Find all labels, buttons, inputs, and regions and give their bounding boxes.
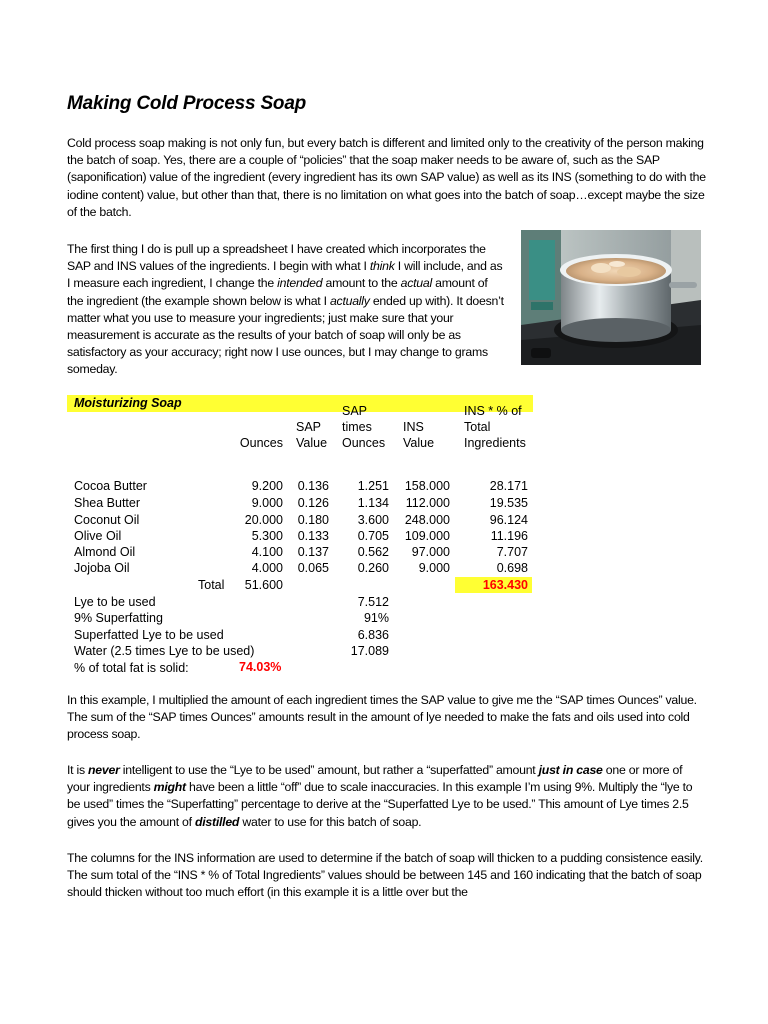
text-run: intelligent to use the “Lye to be used” amount, but rather a “superfatted” amount (119, 763, 539, 777)
italic-run: intended (277, 276, 323, 291)
soap-pot-photo (521, 230, 701, 365)
summary-label: Water (2.5 times Lye to be used) (74, 644, 255, 658)
solid-fat-value: 74.03% (239, 660, 282, 674)
text-run: water to use for this batch of soap. (239, 814, 422, 829)
text-run: amount to the (322, 276, 401, 291)
header-line: INS * % of (464, 404, 522, 418)
summary-value: 17.089 (350, 644, 389, 658)
ingredient-ins-pct: 7.707 (496, 545, 528, 559)
superfatting-paragraph (67, 762, 707, 831)
header-sap-times-ounces (342, 403, 385, 451)
text-run: have been a little “off” due to scale inaccuracies. In this example I’m using 9%. Multiply the “lye to be used” times the “Superfatting” percentage to derive at the “Superfatted Lye to be used.” This amount of Lye times 2.5 gives you the amount of (67, 780, 693, 829)
ingredient-sap: 0.065 (297, 561, 329, 575)
header-line: Ounces (239, 436, 283, 450)
ingredient-sap-times: 1.134 (357, 496, 389, 510)
ingredient-ounces: 4.100 (251, 545, 283, 559)
header-line: SAP (296, 420, 322, 434)
ingredient-ins: 112.000 (405, 496, 450, 510)
ingredient-name: Olive Oil (74, 529, 122, 543)
header-ins-value (403, 419, 434, 451)
ingredient-ins-pct: 0.698 (496, 561, 528, 575)
text-run: amount of the ingredient (the example shown below is what I (67, 276, 488, 308)
header-line: Total (464, 420, 491, 434)
total-ounces: 51.600 (244, 578, 283, 592)
text-run: one or more of your ingredients (67, 763, 683, 795)
ingredient-sap: 0.180 (297, 513, 329, 527)
emphasis-run: just in case (538, 763, 603, 777)
emphasis-run: never (88, 763, 120, 777)
text-run: The first thing I do is pull up a spreadsheet I have created which incorporates the SAP and INS values of the ingredients. I begin with what I (67, 242, 486, 274)
ingredient-name: Almond Oil (74, 545, 136, 559)
ingredient-ounces: 5.300 (251, 529, 283, 543)
header-ins-pct (464, 403, 526, 451)
summary-label: Superfatted Lye to be used (74, 628, 224, 642)
ingredient-ins: 97.000 (411, 545, 450, 559)
summary-value: 91% (363, 611, 389, 625)
ingredient-ins: 109.000 (404, 529, 450, 543)
ingredient-ins-pct: 96.124 (489, 513, 528, 527)
pot-on-stove-icon (521, 230, 701, 365)
ingredient-name: Jojoba Oil (74, 561, 130, 575)
ingredient-sap: 0.136 (297, 479, 329, 493)
text-run: ended up with). It doesn’t matter what you use to measure your ingredients; just make sure that your measurement is accurate as the results of your batch of soap will only be as satisfactory as your accuracy; right now I use ounces, but I may change to grams someday. (67, 293, 504, 377)
summary-value: 7.512 (357, 595, 389, 609)
header-line: Ingredients (464, 436, 526, 450)
ins-explanation-paragraph: The columns for the INS information are used to determine if the batch of soap will thicken to a pudding consistence easily. The sum total of the “INS * % of Total Ingredients” values should be between 145 and 160 indicating that the batch of soap should thicken without too much effort (in this example it is a little over but the (67, 851, 703, 900)
italic-run: actually (329, 293, 370, 308)
total-ins-pct: 163.430 (455, 577, 532, 593)
page-title: Making Cold Process Soap (67, 93, 307, 114)
ingredient-sap: 0.126 (297, 496, 329, 510)
solid-fat-label: % of total fat is solid: (74, 661, 189, 675)
italic-run: think (369, 259, 395, 274)
header-line: Value (403, 436, 435, 450)
header-line: INS (403, 420, 424, 434)
ingredient-ins-pct: 19.535 (489, 496, 528, 510)
ingredient-sap: 0.137 (297, 545, 329, 559)
intro-paragraph: Cold process soap making is not only fun, but every batch is different and limited only to the creativity of the person making the batch of soap. Yes, there are a couple of “policies” that the soap maker needs to be aware of, such as the SAP (saponification) value of the ingredient (every ingredient has its own SAP value) as well as its INS (something to do with the iodine content) value, but other than that, there is no limitation on what goes into the batch of soap…except maybe the size of the batch. (67, 136, 706, 219)
ingredient-sap-times: 0.705 (357, 529, 389, 543)
header-line: times (342, 420, 372, 434)
header-line: Value (296, 436, 328, 450)
text-run: It is (67, 763, 89, 777)
summary-label: Lye to be used (74, 595, 156, 609)
header-line: SAP (342, 404, 368, 418)
ingredient-ins: 248.000 (404, 513, 450, 527)
ingredient-sap-times: 0.260 (357, 561, 389, 575)
ingredient-ounces: 9.200 (251, 479, 283, 493)
summary-value: 6.836 (357, 628, 389, 642)
emphasis-run: might (153, 780, 186, 795)
ingredient-name: Coconut Oil (74, 513, 140, 527)
emphasis-run: distilled (194, 814, 240, 829)
total-label: Total (198, 578, 225, 592)
ingredient-ounces: 20.000 (244, 513, 283, 527)
ingredient-name: Shea Butter (74, 496, 141, 510)
ingredient-name: Cocoa Butter (74, 479, 147, 493)
ingredient-ins: 9.000 (418, 561, 450, 575)
ingredient-sap-times: 0.562 (357, 545, 389, 559)
spreadsheet-title: Moisturizing Soap (67, 395, 533, 412)
summary-label: 9% Superfatting (74, 611, 163, 625)
header-sap-value (296, 419, 327, 451)
italic-run: actual (400, 276, 432, 291)
ingredient-ins-pct: 28.171 (489, 479, 528, 493)
text-run: I will include, and as I measure each ingredient, I change the (67, 259, 503, 291)
ingredient-ounces: 4.000 (251, 561, 283, 575)
ingredient-sap-times: 3.600 (357, 513, 389, 527)
header-line: Ounces (342, 436, 386, 450)
spreadsheet-paragraph (67, 241, 507, 379)
soap-spreadsheet (67, 395, 537, 685)
ingredient-ounces: 9.000 (251, 496, 283, 510)
ingredient-ins-pct: 11.196 (490, 529, 528, 543)
sap-explanation-paragraph: In this example, I multiplied the amount of each ingredient times the SAP value to give me the “SAP times Ounces” value. The sum of the “SAP times Ounces” amounts result in the amount of lye needed to make the fats and oils used into cold process soap. (67, 693, 697, 742)
header-ounces (227, 435, 283, 451)
ingredient-sap: 0.133 (297, 529, 329, 543)
ingredient-sap-times: 1.251 (357, 479, 389, 493)
ingredient-ins: 158.000 (404, 479, 450, 493)
